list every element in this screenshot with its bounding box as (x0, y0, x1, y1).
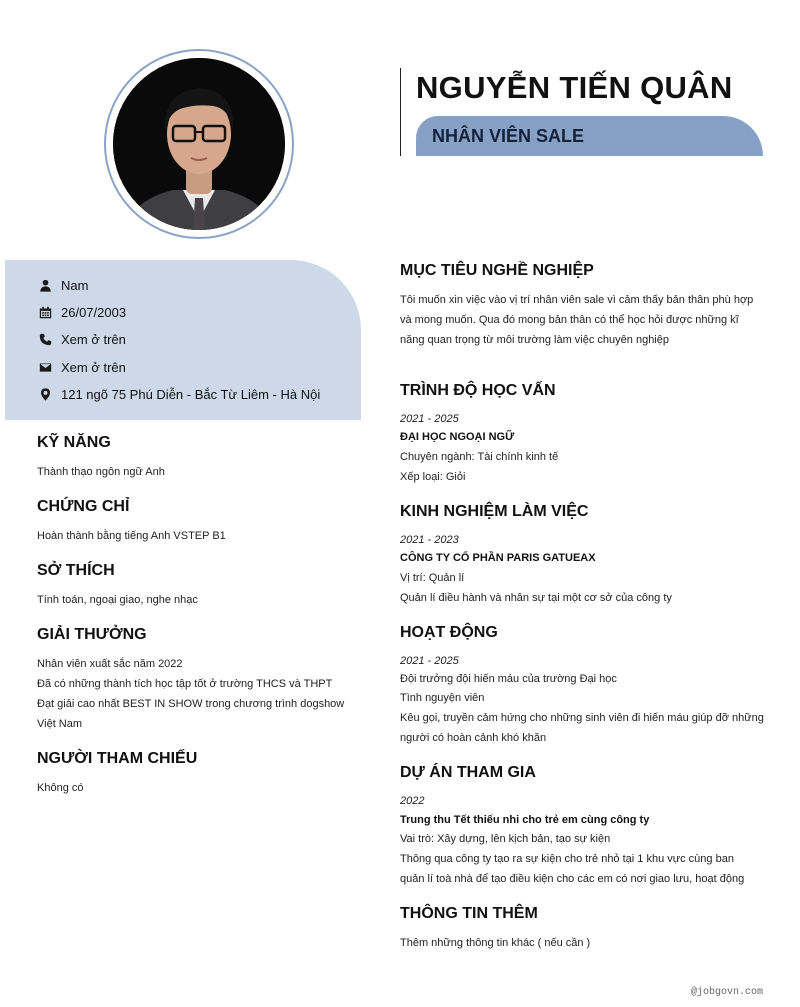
contact-row-email (38, 357, 126, 377)
hobbies-heading: SỞ THÍCH (37, 562, 115, 579)
education-period: 2021 - 2025 (400, 413, 459, 425)
certificates-heading: CHỨNG CHỈ (37, 498, 130, 515)
activities-line: Đội trưởng đội hiến máu của trường Đại học (400, 673, 617, 685)
awards-item: Nhân viên xuất sắc năm 2022 (37, 658, 183, 670)
contact-phone: Xem ở trên (61, 331, 126, 347)
activities-line: Kêu gọi, truyền cảm hứng cho những sinh viên đi hiến máu giúp đỡ những (400, 712, 764, 724)
location-pin-icon (38, 387, 52, 401)
contact-row-birthdate (38, 302, 126, 322)
candidate-role: NHÂN VIÊN SALE (432, 126, 585, 146)
profile-photo (113, 58, 285, 230)
projects-line: Vai trò: Xây dựng, lên kịch bản, tạo sự kiện (400, 833, 611, 845)
contact-row-address (38, 384, 320, 404)
extra-info-heading: THÔNG TIN THÊM (400, 905, 538, 922)
person-icon (38, 278, 52, 292)
envelope-icon (38, 360, 52, 374)
activities-heading: HOẠT ĐỘNG (400, 624, 498, 641)
role-banner (416, 116, 763, 156)
activities-line: người có hoàn cảnh khó khăn (400, 732, 547, 744)
objective-line: năng quan trọng từ môi trường làm việc chuyên nghiệp (400, 334, 669, 346)
contact-birthdate: 26/07/2003 (61, 304, 127, 320)
awards-item: Đã có những thành tích học tập tốt ở trường THCS và THPT (37, 678, 333, 690)
phone-icon (38, 332, 52, 346)
objective-heading: MỤC TIÊU NGHỀ NGHIỆP (400, 262, 594, 279)
projects-heading: DỰ ÁN THAM GIA (400, 764, 536, 781)
education-school: ĐẠI HỌC NGOẠI NGỮ (400, 431, 515, 443)
education-line: Chuyên ngành: Tài chính kinh tế (400, 451, 559, 463)
education-line: Xếp loại: Giỏi (400, 471, 466, 483)
projects-period: 2022 (400, 795, 425, 807)
references-heading: NGƯỜI THAM CHIẾU (37, 750, 198, 767)
contact-email: Xem ở trên (61, 359, 126, 375)
certificates-item: Hoàn thành bằng tiếng Anh VSTEP B1 (37, 530, 226, 542)
contact-info-panel (5, 260, 361, 420)
contact-row-gender (38, 275, 88, 295)
contact-row-phone (38, 329, 126, 349)
objective-line: Tôi muốn xin việc vào vị trí nhân viên sale vì cảm thấy bản thân phù hợp (400, 294, 754, 306)
extra-info-line: Thêm những thông tin khác ( nếu cần ) (400, 937, 591, 949)
experience-heading: KINH NGHIỆM LÀM VIỆC (400, 503, 589, 520)
experience-company: CÔNG TY CỔ PHẦN PARIS GATUEAX (400, 552, 596, 564)
activities-line: Tình nguyện viên (400, 692, 485, 704)
projects-line: Thông qua công ty tạo ra sự kiện cho trẻ nhỏ tại 1 khu vực cùng ban (400, 853, 734, 865)
activities-period: 2021 - 2025 (400, 655, 459, 667)
awards-item: Đạt giải cao nhất BEST IN SHOW trong chương trình dogshow (37, 698, 345, 710)
education-heading: TRÌNH ĐỘ HỌC VẤN (400, 382, 556, 399)
hobbies-item: Tính toán, ngoại giao, nghe nhạc (37, 594, 198, 606)
contact-address: 121 ngõ 75 Phú Diễn - Bắc Từ Liêm - Hà Nội (61, 386, 321, 402)
experience-line: Quản lí điều hành và nhân sự tại một cơ sở của công ty (400, 592, 672, 604)
watermark: @jobgovn.com (690, 987, 763, 998)
awards-heading: GIẢI THƯỞNG (37, 626, 147, 643)
contact-gender: Nam (61, 277, 89, 293)
profile-photo-frame (104, 49, 294, 239)
projects-line: quản lí toà nhà để tạo điều kiện cho các em có nơi giao lưu, hoạt động (400, 873, 745, 885)
candidate-name: NGUYỄN TIẾN QUÂN (416, 70, 733, 105)
calendar-icon (38, 305, 52, 319)
references-item: Không có (37, 782, 84, 794)
skills-heading: KỸ NĂNG (37, 434, 111, 451)
projects-name: Trung thu Tết thiếu nhi cho trẻ em cùng công ty (400, 814, 650, 826)
experience-line: Vị trí: Quản lí (400, 572, 465, 584)
skills-item: Thành thạo ngôn ngữ Anh (37, 466, 165, 478)
objective-line: và mong muốn. Qua đó mong bản thân có thể học hỏi được những kĩ (400, 314, 739, 326)
experience-period: 2021 - 2023 (400, 534, 459, 546)
awards-item: Việt Nam (37, 718, 83, 730)
name-divider (400, 68, 401, 156)
